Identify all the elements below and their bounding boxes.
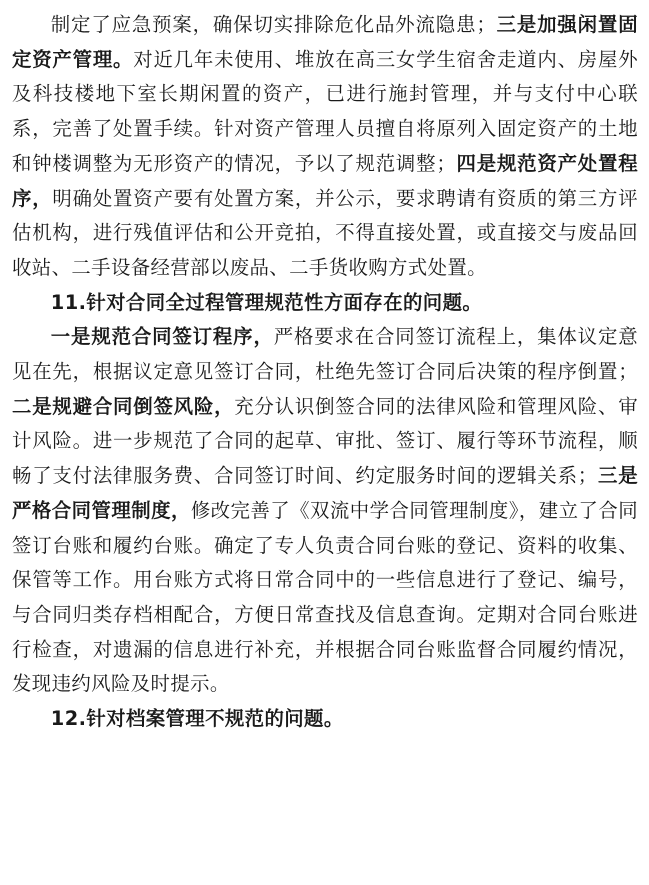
paragraph-contract-management bbox=[12, 320, 638, 702]
document-body bbox=[12, 8, 638, 737]
paragraph-text: 修改完善了《双流中学合同管理制度》，建立了合同签订台账和履约台账。确定了专人负责合同台账的登记、资料的收集、保管等工作。用台账方式将日常合同中的一些信息进行了登记、编号，与合同归类存档相配合，方便日常查找及信息查询。定期对合同台账进行检查，对遗漏的信息进行补充，并根据合同台账监督合同履约情况，发现违约风险及时提示。 bbox=[12, 498, 638, 696]
paragraph-text: 明确处置资产要有处置方案，并公示，要求聘请有资质的第三方评估机构，进行残值评估和公开竞拍，不得直接处置，或直接交与废品回收站、二手设备经营部以废品、二手货收购方式处置。 bbox=[12, 186, 638, 279]
section-heading-11: 11.针对合同全过程管理规范性方面存在的问题。 bbox=[50, 290, 483, 314]
paragraph-text: 制定了应急预案，确保切实排除危化品外流隐患； bbox=[50, 13, 497, 36]
paragraph-text: 对近几年未使用、堆放在高三女学生宿舍走道内、房屋外及科技楼地下室长期闲置的资产，已进行施封管理，并与支付中心联系，完善了处置手续。针对资产管理人员擅自将原列入固定资产的土地和钟楼调整为无形资产的情况，予以了规范调整； bbox=[12, 47, 639, 175]
bold-point-four: 四是规范资产处置程序， bbox=[12, 151, 638, 210]
paragraph-text: 充分认识倒签合同的法律风险和管理风险、审计风险。进一步规范了合同的起草、审批、签订、履行等环节流程，顺畅了支付法律服务费、合同签订时间、约定服务时间的逻辑关系； bbox=[12, 394, 638, 488]
section-heading-12: 12.针对档案管理不规范的问题。 bbox=[50, 707, 344, 731]
bold-point-one: 一是规范合同签订程序， bbox=[50, 325, 274, 349]
paragraph-asset-management bbox=[12, 8, 638, 286]
paragraph-text: 严格要求在合同签订流程上，集体议定意见在先，根据议定意见签订合同，杜绝先签订合同后决策的程序倒置； bbox=[12, 325, 639, 384]
bold-point-three: 三是严格合同管理制度， bbox=[12, 464, 638, 522]
bold-point-two: 二是规避合同倒签风险， bbox=[12, 394, 235, 418]
bold-point-three: 三是加强闲置固定资产管理。 bbox=[12, 13, 638, 71]
